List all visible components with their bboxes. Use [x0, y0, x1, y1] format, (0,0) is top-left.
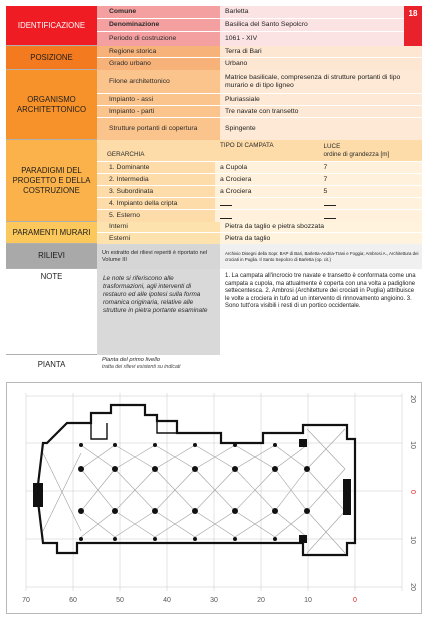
y-tick: 10: [409, 536, 416, 544]
label-impianto-parti: Impianto - parti: [97, 106, 220, 117]
scheda-number-badge: 18: [404, 6, 422, 46]
gerarchia-label: 4. Impianto della cripta: [97, 198, 215, 209]
gerarchia-row: [97, 174, 422, 186]
rilievi-sources: Archivio Disegni della Sopr. BAP di Bari, Barletta-Andria-Trani e Foggia; Ambrosi A., Architettura dei crociati in Puglia. Il Santo Sepolcro di Barletta (op. cit.): [220, 244, 422, 269]
col-luce-subtitle: ordine di grandezza [m]: [323, 150, 390, 158]
label-impianto-assi: Impianto - assi: [97, 94, 220, 105]
label-filone: Filone architettonico: [97, 70, 220, 93]
note-explanation: Le note si riferiscono alle trasformazioni, agli interventi di restauro ed alle ipotesi sulla forma romanica originaria, relative alle strutture in pietra portante esaminate: [97, 269, 220, 355]
col-gerarchia: GERARCHIA: [97, 140, 215, 161]
luce-empty: [319, 210, 423, 222]
y-tick: 20: [409, 395, 416, 403]
identificazione-heading: IDENTIFICAZIONE: [6, 6, 97, 45]
row-impianto-parti: [97, 106, 422, 118]
note-text: 1. La campata all'incrocio tre navate e transetto è conformata come una campata a cupola, ma attualmente è coperta con una volta a padiglione settecentesca. 2. Ambrosi (Architetture dei crociati in Puglia) attribuisce le volte a crociera in tufo ad un intervento di rinnovamento angioino. 3. Sono tutt'ora visibili i resti di un portico occidentale.: [220, 269, 422, 355]
y-axis-ticks: [409, 395, 416, 591]
value-denominazione: Basilica del Santo Sepolcro: [220, 19, 404, 31]
section-note: [6, 269, 422, 355]
x-tick: 60: [69, 597, 77, 604]
gerarchia-row: [97, 186, 422, 198]
floor-plan-drawing: [7, 383, 423, 615]
x-tick: 50: [116, 597, 124, 604]
row-note: [97, 269, 422, 355]
gerarchia-label: 5. Esterno: [97, 210, 215, 222]
luce-empty: [319, 198, 423, 209]
plan-walls: [37, 405, 355, 555]
section-organismo: [6, 70, 422, 140]
label-denominazione: Denominazione: [97, 19, 220, 31]
pianta-caption-title: Pianta del primo livello: [102, 357, 160, 363]
value-grado-urbano: Urbano: [220, 58, 422, 70]
organismo-heading: ORGANISMO ARCHITETTONICO: [6, 70, 97, 139]
pianta-caption-source: tratta dei rilievi esistenti su indicati: [102, 364, 181, 370]
gerarchia-row: [97, 210, 422, 222]
floor-plan-panel: [6, 382, 422, 614]
pianta-heading: PIANTA: [6, 355, 97, 375]
gerarchia-row: [97, 198, 422, 210]
pianta-caption: [97, 355, 220, 375]
row-filone: [97, 70, 422, 94]
label-grado-urbano: Grado urbano: [97, 58, 220, 70]
row-strutture-portanti: [97, 118, 422, 140]
col-tipo-campata: TIPO DI CAMPATA: [215, 140, 319, 161]
x-axis-ticks: [22, 597, 357, 604]
col-luce: [319, 140, 423, 161]
col-luce-title: LUCE: [323, 142, 341, 150]
posizione-heading: POSIZIONE: [6, 46, 97, 69]
row-impianto-assi: [97, 94, 422, 106]
x-tick-zero: 0: [353, 597, 357, 604]
row-denominazione: [97, 19, 404, 32]
empty-dash: [324, 214, 336, 219]
value-comune: Barletta: [220, 6, 404, 18]
value-filone: Matrice basilicale, compresenza di strutture portanti di tipo murario e di tipo ligneo: [220, 70, 422, 93]
label-regione: Regione storica: [97, 46, 220, 57]
y-tick: 10: [409, 441, 416, 449]
section-paradigmi: [6, 140, 422, 222]
gerarchia-label: 2. Intermedia: [97, 174, 215, 185]
row-periodo: [97, 32, 404, 46]
tipo-campata-value: a Crociera: [215, 186, 319, 197]
gerarchia-row: [97, 162, 422, 174]
empty-dash: [324, 201, 336, 206]
note-heading: NOTE: [6, 269, 97, 354]
tipo-campata-value: a Crociera: [215, 174, 319, 185]
rilievi-label: Un estratto dei rilievi reperiti è riportato nel Volume III: [97, 244, 220, 269]
paradigmi-heading: PARADIGMI DEL PROGETTO E DELLA COSTRUZIONE: [6, 140, 97, 221]
label-comune: Comune: [97, 6, 220, 18]
section-rilievi: [6, 244, 422, 269]
row-regione: [97, 46, 422, 58]
y-tick: 20: [409, 583, 416, 591]
empty-dash: [220, 201, 232, 206]
luce-value: 7: [319, 174, 423, 185]
x-tick: 10: [304, 597, 312, 604]
row-grado-urbano: [97, 58, 422, 70]
paramenti-heading: PARAMENTI MURARI: [6, 222, 97, 243]
value-strutture-portanti: Spingente: [220, 118, 422, 140]
y-tick-zero: 0: [409, 490, 416, 494]
value-esterni: Pietra da taglio: [220, 233, 422, 244]
gerarchia-label: 1. Dominante: [97, 162, 215, 173]
label-periodo: Periodo di costruzione: [97, 32, 220, 46]
x-tick: 30: [210, 597, 218, 604]
label-esterni: Esterni: [97, 233, 220, 244]
x-tick: 70: [22, 597, 30, 604]
section-identificazione: [6, 6, 422, 46]
x-tick: 20: [257, 597, 265, 604]
tipo-campata-empty: [215, 198, 319, 209]
label-interni: Interni: [97, 222, 220, 232]
luce-value: 5: [319, 186, 423, 197]
section-paramenti: [6, 222, 422, 244]
row-rilievi: [97, 244, 422, 269]
plan-piers: [78, 443, 310, 541]
rilievi-heading: RILIEVI: [6, 244, 97, 268]
label-strutture-portanti: Strutture portanti di copertura: [97, 118, 220, 140]
paradigmi-header-row: [97, 140, 422, 162]
tipo-campata-empty: [215, 210, 319, 222]
luce-value: 7: [319, 162, 423, 173]
section-posizione: [6, 46, 422, 70]
value-interni: Pietra da taglio e pietra sbozzata: [220, 222, 422, 232]
gerarchia-label: 3. Subordinata: [97, 186, 215, 197]
value-impianto-parti: Tre navate con transetto: [220, 106, 422, 117]
x-tick: 40: [163, 597, 171, 604]
row-pianta: [97, 355, 422, 375]
tipo-campata-value: a Cupola: [215, 162, 319, 173]
value-regione: Terra di Bari: [220, 46, 422, 57]
empty-dash: [220, 214, 232, 219]
row-comune: [97, 6, 404, 19]
section-pianta: [6, 355, 422, 375]
value-periodo: 1061 - XIV: [220, 32, 404, 46]
row-esterni: [97, 233, 422, 244]
row-interni: [97, 222, 422, 233]
value-impianto-assi: Pluriassiale: [220, 94, 422, 105]
